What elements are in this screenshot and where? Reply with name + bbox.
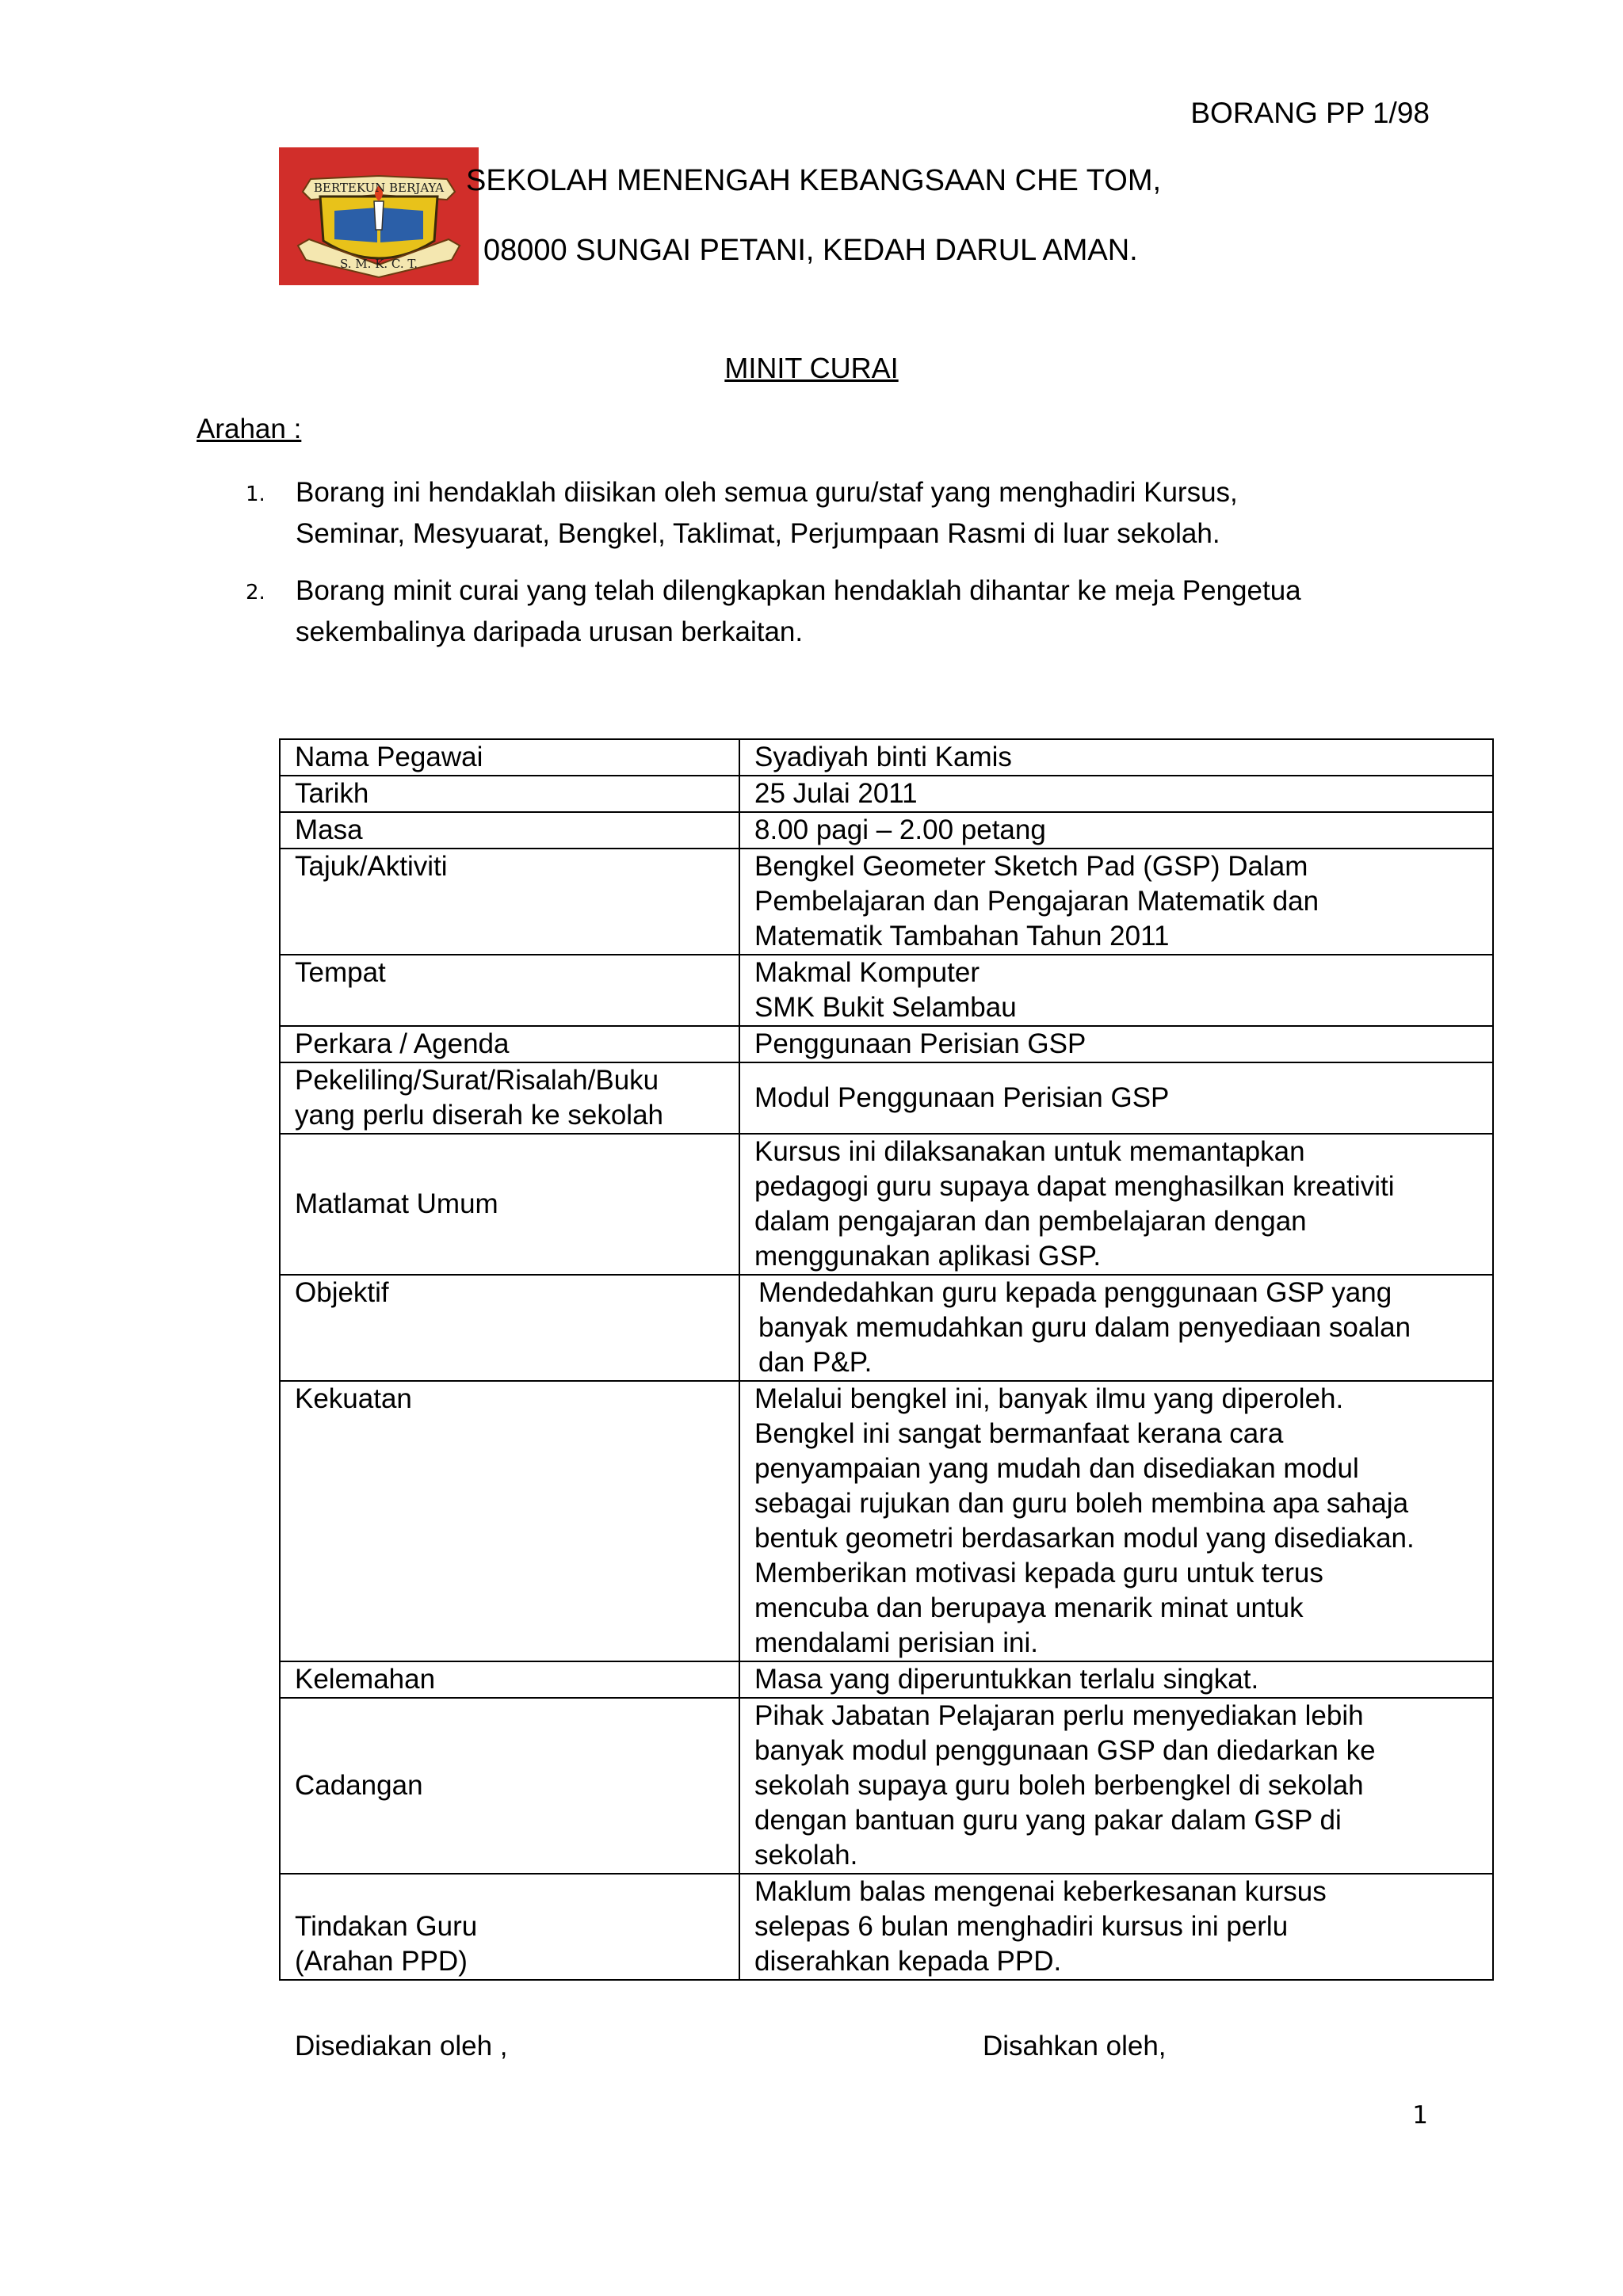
torch-icon xyxy=(374,201,384,230)
approved-by-label: Disahkan oleh, xyxy=(983,2031,1167,2061)
table-row xyxy=(280,1381,1493,1661)
instruction-text: Borang ini hendaklah diisikan oleh semua guru/staf yang menghadiri Kursus, Seminar, Mesyuarat, Bengkel, Taklimat, Perjumpaan Rasmi di luar sekolah. xyxy=(296,477,1238,549)
row-value: 25 Julai 2011 xyxy=(739,776,1493,812)
row-label: Matlamat Umum xyxy=(280,1134,739,1275)
row-label: Kekuatan xyxy=(280,1381,739,1661)
instruction-number: 2. xyxy=(246,581,265,605)
document-title: MINIT CURAI xyxy=(724,352,899,384)
table-row xyxy=(280,1275,1493,1381)
table-row xyxy=(280,1026,1493,1062)
row-label: Perkara / Agenda xyxy=(280,1026,739,1062)
row-value: Syadiyah binti Kamis xyxy=(739,739,1493,776)
school-crest-icon xyxy=(279,147,479,285)
row-value: Makmal Komputer SMK Bukit Selambau xyxy=(739,955,1493,1026)
row-label: Masa xyxy=(280,812,739,849)
book-right-page xyxy=(380,208,423,242)
instructions-heading: Arahan : xyxy=(197,414,302,444)
book-left-page xyxy=(334,208,377,242)
row-label: Tarikh xyxy=(280,776,739,812)
row-label: Tindakan Guru (Arahan PPD) xyxy=(280,1874,739,1980)
row-label: Kelemahan xyxy=(280,1661,739,1698)
page-number: 1 xyxy=(1412,2101,1428,2130)
instruction-number: 1. xyxy=(246,482,265,506)
row-value: Penggunaan Perisian GSP xyxy=(739,1026,1493,1062)
row-label: Cadangan xyxy=(280,1698,739,1874)
table-row xyxy=(280,1874,1493,1980)
row-value: Masa yang diperuntukkan terlalu singkat. xyxy=(739,1661,1493,1698)
row-value: Maklum balas mengenai keberkesanan kursus selepas 6 bulan menghadiri kursus ini perlu diserahkan kepada PPD. xyxy=(739,1874,1493,1980)
table-row xyxy=(280,739,1493,776)
row-label: Pekeliling/Surat/Risalah/Buku yang perlu diserah ke sekolah xyxy=(280,1062,739,1134)
row-value: Melalui bengkel ini, banyak ilmu yang diperoleh. Bengkel ini sangat bermanfaat kerana cara penyampaian yang mudah dan disediakan modul sebagai rujukan dan guru boleh membina apa sahaja bentuk geometri berdasarkan modul yang disediakan. Memberikan motivasi kepada guru untuk terus mencuba dan berupaya menarik minat untuk mendalami perisian ini. xyxy=(739,1381,1493,1661)
row-value: Bengkel Geometer Sketch Pad (GSP) Dalam Pembelajaran dan Pengajaran Matematik dan Matematik Tambahan Tahun 2011 xyxy=(739,849,1493,955)
logo-initials: S. M. K. C. T. xyxy=(340,257,418,271)
school-logo xyxy=(279,147,479,285)
table-row xyxy=(280,1698,1493,1874)
table-row xyxy=(280,849,1493,955)
instruction-text: Borang minit curai yang telah dilengkapkan hendaklah dihantar ke meja Pengetua sekembalinya daripada urusan berkaitan. xyxy=(296,575,1301,647)
row-value: 8.00 pagi – 2.00 petang xyxy=(739,812,1493,849)
logo-motto: BERTEKUN BERJAYA xyxy=(313,181,445,195)
prepared-by-label: Disediakan oleh , xyxy=(295,2031,508,2061)
table-row xyxy=(280,1062,1493,1134)
table-row xyxy=(280,776,1493,812)
row-value: Kursus ini dilaksanakan untuk memantapkan pedagogi guru supaya dapat menghasilkan kreativiti dalam pengajaran dan pembelajaran dengan menggunakan aplikasi GSP. xyxy=(739,1134,1493,1275)
row-label: Tajuk/Aktiviti xyxy=(280,849,739,955)
table-row xyxy=(280,1134,1493,1275)
row-label: Tempat xyxy=(280,955,739,1026)
table-row xyxy=(280,1661,1493,1698)
row-label: Nama Pegawai xyxy=(280,739,739,776)
table-row xyxy=(280,812,1493,849)
row-value: Modul Penggunaan Perisian GSP xyxy=(739,1062,1493,1134)
school-address: 08000 SUNGAI PETANI, KEDAH DARUL AMAN. xyxy=(483,234,1138,267)
row-value: Mendedahkan guru kepada penggunaan GSP yang banyak memudahkan guru dalam penyediaan soalan dan P&P. xyxy=(739,1275,1493,1381)
school-name: SEKOLAH MENENGAH KEBANGSAAN CHE TOM, xyxy=(466,164,1162,197)
form-code: BORANG PP 1/98 xyxy=(1190,97,1430,129)
minutes-form-table xyxy=(279,738,1494,1981)
row-label: Objektif xyxy=(280,1275,739,1381)
table-row xyxy=(280,955,1493,1026)
row-value: Pihak Jabatan Pelajaran perlu menyediakan lebih banyak modul penggunaan GSP dan diedarkan ke sekolah supaya guru boleh berbengkel di sekolah dengan bantuan guru yang pakar dalam GSP di sekolah. xyxy=(739,1698,1493,1874)
